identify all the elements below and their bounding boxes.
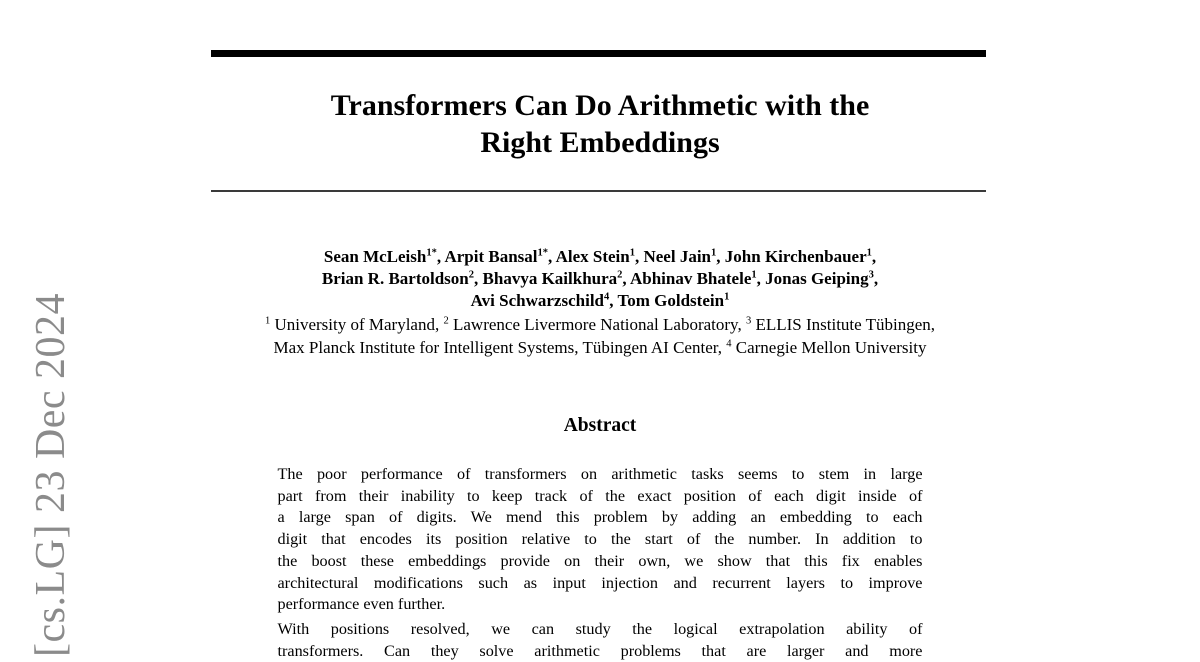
paper-title-line2: Right Embeddings	[480, 126, 720, 159]
affiliation-line	[0, 337, 1200, 360]
affiliation-number-sup: 4	[726, 337, 732, 349]
abstract-line: The poor performance of transformers on arithmetic tasks seems to stem in large	[277, 465, 923, 483]
abstract-line: With positions resolved, we can study the logical extrapolation ability of	[277, 619, 923, 638]
abstract-body	[278, 464, 923, 662]
abstract-line: a large span of digits. We mend this problem by adding an embedding to each	[277, 508, 923, 527]
abstract-heading: Abstract	[563, 415, 637, 436]
author-name: Tom Goldstein	[617, 291, 725, 310]
author-name: Alex Stein	[555, 247, 630, 266]
abstract-paragraph	[278, 619, 923, 662]
author-name: Avi Schwarzschild	[470, 291, 604, 310]
affiliation-number-sup: 1	[264, 315, 271, 327]
affiliation-text: ELLIS Institute Tübingen,	[751, 315, 936, 334]
author-name: Brian R. Bartoldson	[321, 269, 469, 288]
author-affiliation-sup: 1*	[426, 247, 437, 259]
abstract-line: digit that encodes its position relative to the start of the number. In addition to	[277, 530, 923, 549]
affiliation-text: University of Maryland,	[270, 315, 444, 334]
affiliation-block	[0, 314, 1200, 359]
author-name: John Kirchenbauer	[724, 247, 867, 266]
author-affiliation-sup: 2	[617, 269, 623, 281]
title-separator-rule	[211, 190, 986, 192]
abstract-line: architectural modifications such as input injection and recurrent layers to improve	[277, 573, 923, 592]
author-name: Jonas Geiping	[765, 269, 869, 288]
paper-title-line1: Transformers Can Do Arithmetic with the	[330, 89, 870, 122]
author-line: Sean McLeish$^{1*}$, Arpit Bansal$^{1*}$, Alex Stein$^1$, Neel Jain$^1$, John Kirchenbauer$^1$,	[323, 247, 877, 266]
author-name: Abhinav Bhatele	[629, 269, 752, 288]
author-line: Avi Schwarzschild$^4$, Tom Goldstein$^1$	[470, 291, 730, 310]
author-name: Neel Jain	[643, 247, 712, 266]
author-affiliation-sup: 4	[604, 291, 610, 303]
author-affiliation-sup: 1	[711, 247, 717, 259]
affiliation-line	[0, 314, 1200, 337]
abstract-line: part from their inability to keep track of the exact position of each digit inside of	[277, 486, 923, 505]
author-affiliation-sup: 2	[468, 269, 475, 281]
top-thick-rule	[211, 50, 986, 57]
author-affiliation-sup: 1	[751, 269, 757, 281]
author-line: Brian R. Bartoldson$^2$, Bhavya Kailkhura$^2$, Abhinav Bhatele$^1$, Jonas Geiping$^3$,	[321, 269, 879, 288]
affiliation-text: Lawrence Livermore National Laboratory,	[448, 315, 746, 334]
abstract-line: performance even further.	[277, 595, 446, 614]
author-affiliation-sup: 1	[866, 247, 872, 259]
author-name: Bhavya Kailkhura	[482, 269, 618, 288]
author-affiliation-sup: 3	[868, 269, 874, 281]
author-affiliation-sup: 1	[629, 247, 635, 259]
abstract-line: transformers. Can they solve arithmetic problems that are larger and more	[277, 641, 923, 660]
author-affiliation-sup: 1*	[537, 247, 549, 259]
affiliation-text: Carnegie Mellon University	[731, 337, 927, 357]
author-name: Arpit Bansal	[444, 247, 538, 266]
author-name: Sean McLeish	[323, 247, 427, 266]
author-block	[0, 246, 1200, 312]
affiliation-number-sup: 2	[443, 315, 449, 327]
paper-title	[0, 87, 1200, 161]
arxiv-category-date-watermark: [cs.LG] 23 Dec 2024	[28, 292, 74, 657]
abstract-paragraph	[278, 464, 923, 616]
affiliation-number-sup: 3	[745, 315, 752, 327]
affiliation-text: Max Planck Institute for Intelligent Systems, Tübingen AI Center,	[273, 337, 727, 357]
author-affiliation-sup: 1	[724, 291, 730, 303]
abstract-line: the boost these embeddings provide on their own, we show that this fix enables	[277, 551, 923, 570]
